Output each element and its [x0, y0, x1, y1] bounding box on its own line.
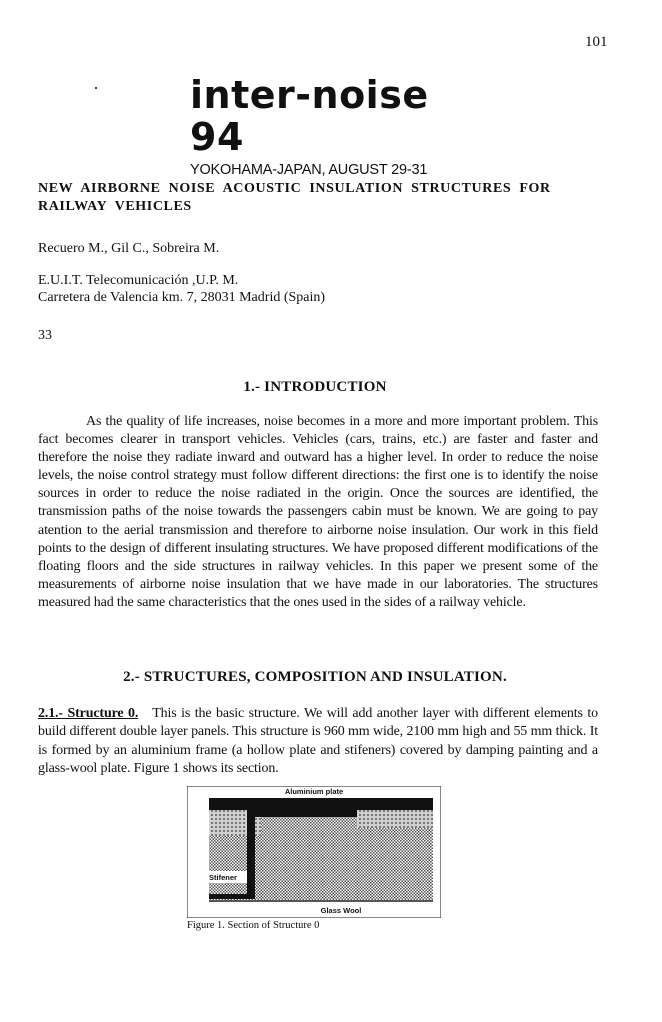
stiffener-web [247, 810, 255, 898]
section-1-heading: 1.- INTRODUCTION [243, 379, 387, 395]
affiliation-line-2: Carretera de Valencia km. 7, 28031 Madrid (Spain) [38, 290, 326, 305]
figure-1-caption: Figure 1. Section of Structure 0 [187, 920, 320, 931]
structure-0-text: This is the basic structure. We will add another layer with different elements to build different double layer panels. This structure is 960 mm wide, 2100 mm high and 55 mm thick. It is formed by an aluminium frame (a hollow plate and stifeners) covered by damping painting and a glass-wool plate. Figure 1 shows its section. [38, 706, 598, 776]
label-stifener: Stifener [209, 873, 237, 882]
figure-1 [187, 786, 441, 918]
introduction-text: As the quality of life increases, noise becomes in a more and more important problem. This fact becomes clearer in transport vehicles. Vehicles (cars, trains, etc.) are faster and faster and therefore the noise they radiate inward and outward has a higher level. In order to reduce the noise levels, the noise control strategy must follow different directions: the first one is to identify the noise sources in order to reduce the noise radiated in the origin. Once the sources are identified, the transmission paths of the noise towards the passengers cabin must be known. We are going to pay atention to the aerial transmission and therefore to airborne noise insulation. Our work in this field points to the design of different insulating structures. We have proposed different modifications of the floating floors and the side structures in railway vehicles. In this paper we present some of the measurements of airborne noise insulation that we have made in our laboratories. The structures measured had the same characteristics that the ones used in the sides of a railway vehicle. [38, 414, 598, 610]
logo-text: inter-noise 94 [190, 73, 429, 159]
introduction-paragraph [38, 413, 598, 612]
aluminium-plate [209, 798, 433, 810]
label-glass-wool: Glass Wool [320, 906, 362, 915]
affiliation-line-1: E.U.I.T. Telecomunicación ,U.P. M. [38, 273, 239, 288]
paper-title: NEW AIRBORNE NOISE ACOUSTIC INSULATION STRUCTURES FOR RAILWAY VEHICLES [38, 181, 551, 214]
damping-layer [209, 900, 433, 902]
affiliation [38, 272, 325, 306]
logo-subtitle: YOKOHAMA-JAPAN, AUGUST 29-31 [190, 162, 428, 178]
structure-0-paragraph [38, 705, 598, 778]
conference-logo [190, 74, 470, 178]
section-2-heading: 2.- STRUCTURES, COMPOSITION AND INSULATION. [123, 669, 507, 685]
stiffener-base [209, 894, 255, 899]
authors: Recuero M., Gil C., Sobreira M. [38, 241, 220, 256]
scan-speck [95, 87, 97, 89]
structure-section-diagram [187, 786, 441, 918]
label-aluminium-plate: Aluminium plate [284, 787, 344, 796]
wool-dense-right [357, 810, 433, 828]
stiffener-flange [247, 810, 357, 817]
page-number: 101 [585, 34, 608, 50]
subsection-heading: 2.1.- Structure 0. [38, 706, 139, 721]
paper-code: 33 [38, 328, 52, 343]
